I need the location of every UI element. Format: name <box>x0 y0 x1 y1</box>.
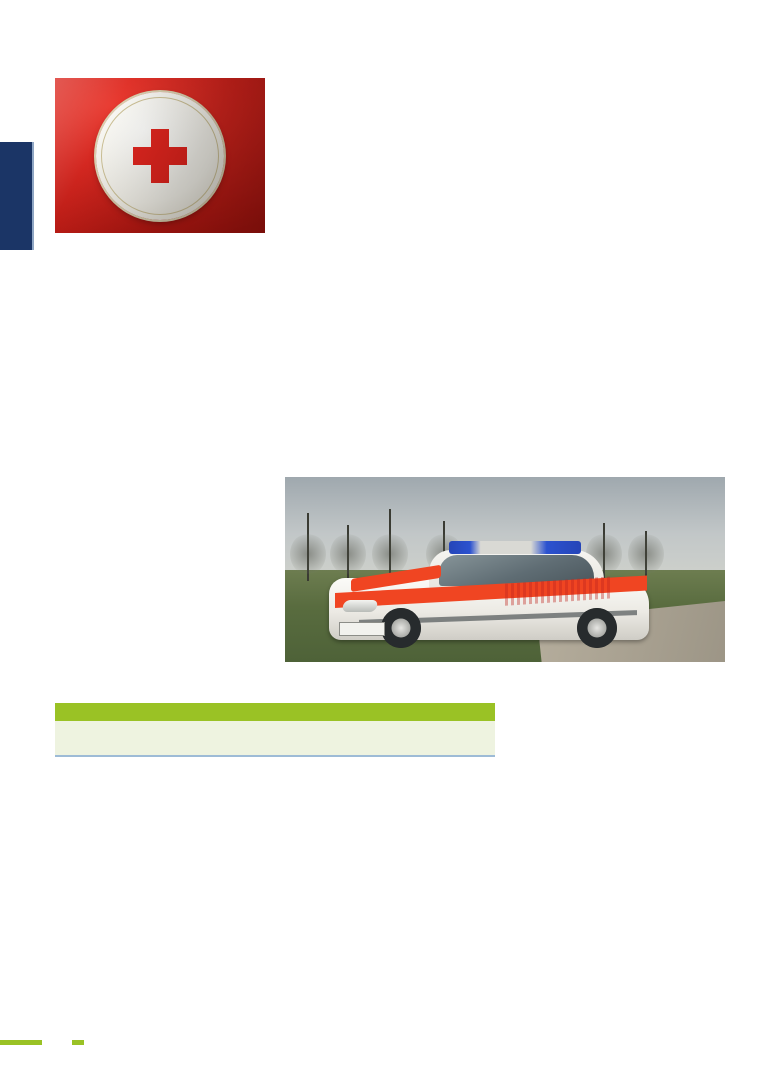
section-tab-news <box>0 142 34 250</box>
footer-rule-left <box>0 1040 42 1045</box>
page-content <box>55 0 745 1080</box>
vehicle-wheel <box>577 608 617 648</box>
photo-sheen <box>55 78 265 233</box>
column-one <box>55 258 265 259</box>
column-three <box>515 78 725 126</box>
vehicle-headlight <box>342 600 379 612</box>
termine-column-right <box>285 731 485 743</box>
vehicle-wheel <box>381 608 421 648</box>
termine-box <box>55 703 495 757</box>
vehicle-lightbar <box>449 541 581 554</box>
column-two <box>285 78 495 91</box>
page-footer <box>0 1034 763 1052</box>
termine-columns <box>55 721 495 755</box>
vehicle-licence-plate <box>339 622 385 636</box>
footer-dash <box>72 1040 84 1045</box>
seg-command-vehicle-photo <box>285 477 725 662</box>
termine-header <box>55 703 495 721</box>
termine-column-left <box>65 731 265 743</box>
drk-patch-photo <box>55 78 265 233</box>
tree-icon <box>307 513 309 581</box>
vehicle-body <box>329 544 649 648</box>
column-three-lower <box>515 703 725 704</box>
